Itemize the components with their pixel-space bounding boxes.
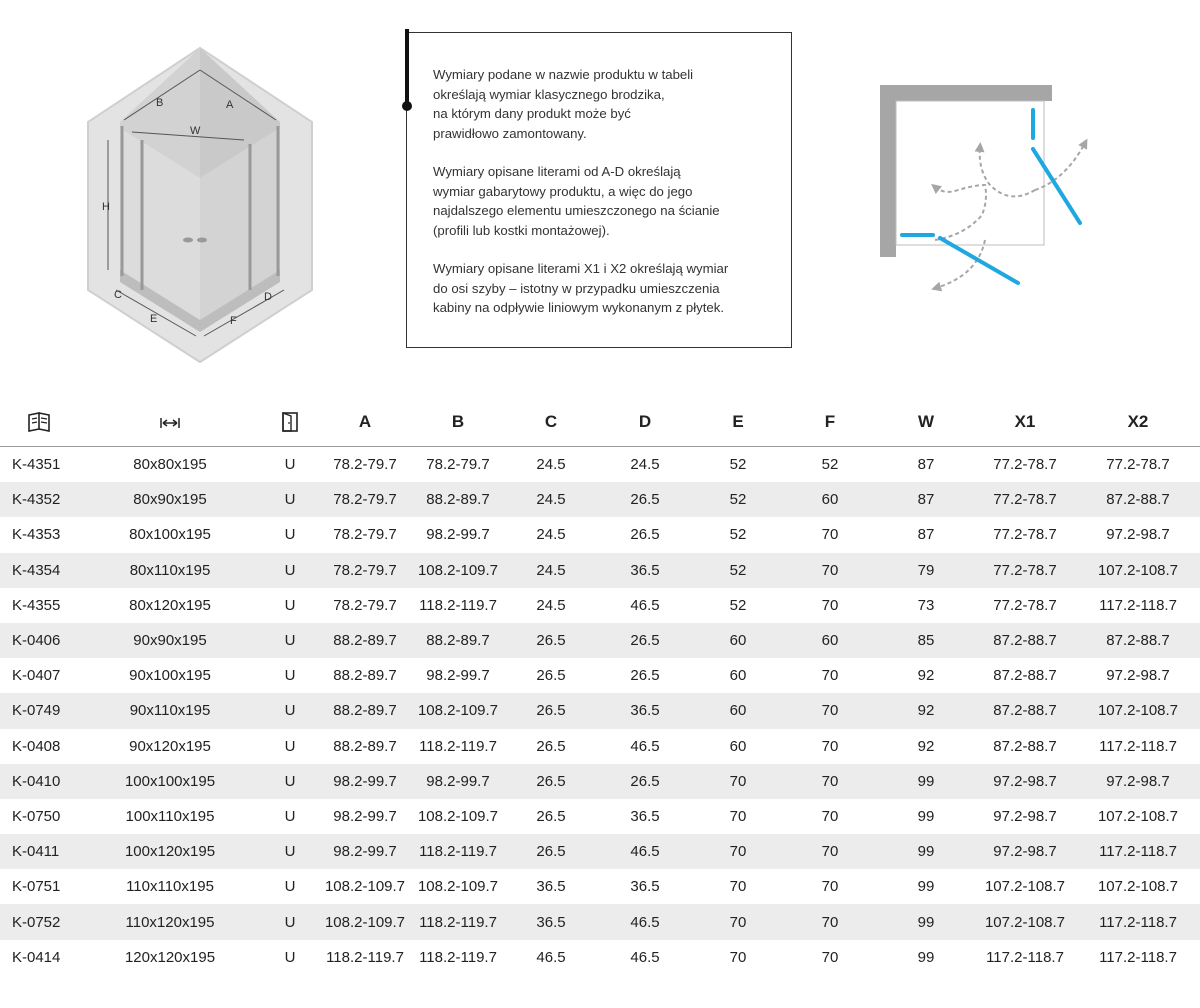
cell-X1: 87.2-88.7 [993,667,1057,685]
cell-W: 87 [917,526,935,544]
cell-size: 100x100x195 [80,764,260,799]
cell-X1: 77.2-78.7 [993,526,1057,544]
cell-W: 99 [917,807,935,825]
cell-size: 80x100x195 [129,526,211,544]
cell-E: 52 [729,596,747,614]
cell-door: U [284,526,296,544]
cell-E: 60 [694,623,782,658]
cell-door: U [260,553,320,588]
cell-door: U [284,456,296,474]
cell-door: U [284,878,296,896]
cell-X2: 77.2-78.7 [1106,456,1170,474]
cell-C: 46.5 [536,948,566,966]
cell-F: 60 [782,482,878,517]
table-row [0,658,1200,693]
cell-F: 70 [821,737,839,755]
cell-X2: 97.2-98.7 [1076,764,1200,799]
cell-code: K-4351 [12,456,61,474]
cell-W: 85 [878,623,974,658]
cell-C: 36.5 [536,878,566,896]
cell-door: U [260,623,320,658]
header-col-X1: X1 [974,398,1076,447]
cell-F: 70 [782,693,878,728]
label-E: E [150,313,158,325]
cell-D: 46.5 [596,904,694,939]
cell-X1: 87.2-88.7 [974,693,1076,728]
cell-C: 24.5 [506,553,596,588]
table-row [0,693,1200,728]
cell-X1: 77.2-78.7 [974,553,1076,588]
cell-C: 24.5 [506,482,596,517]
header-col-D: D [596,398,694,447]
cell-A: 88.2-89.7 [320,623,410,658]
cell-B: 88.2-89.7 [410,623,506,658]
cell-C: 24.5 [536,526,566,544]
table-row [0,588,1200,623]
cell-X2: 107.2-108.7 [1097,878,1179,896]
cell-size: 80x90x195 [80,482,260,517]
cell-size: 110x110x195 [126,878,214,896]
cell-B: 98.2-99.7 [410,764,506,799]
cell-F: 52 [821,456,839,474]
cell-W: 99 [878,764,974,799]
cell-code: K-0751 [12,878,61,896]
cell-code: K-0410 [0,764,80,799]
cell-size: 80x110x195 [80,553,260,588]
cell-E: 70 [694,904,782,939]
label-B: B [156,97,164,109]
header-col-F: F [782,398,878,447]
shower-isometric-diagram [80,40,320,370]
cell-size: 120x120x195 [124,948,216,966]
cell-W: 92 [917,737,935,755]
note-marker-bar [405,29,409,103]
cell-X1: 77.2-78.7 [993,596,1057,614]
header-col-E: E [694,398,782,447]
cell-A: 78.2-79.7 [333,456,397,474]
cell-A: 98.2-99.7 [333,807,397,825]
cell-door: U [260,482,320,517]
cell-D: 46.5 [596,834,694,869]
table-row [0,834,1200,869]
label-F: F [230,315,237,327]
cell-E: 60 [729,737,747,755]
cell-E: 70 [729,807,747,825]
cell-door: U [284,667,296,685]
cell-C: 26.5 [536,807,566,825]
header-col-W: W [878,398,974,447]
cell-A: 78.2-79.7 [320,482,410,517]
cell-W: 73 [917,596,935,614]
cell-door: U [284,596,296,614]
cell-E: 52 [729,456,747,474]
cell-E: 52 [694,553,782,588]
label-A: A [226,99,234,111]
cell-D: 46.5 [630,737,660,755]
label-D: D [264,291,272,303]
header-col-B: B [410,398,506,447]
cell-size: 110x120x195 [80,904,260,939]
cell-B: 78.2-79.7 [426,456,490,474]
cell-W: 99 [878,904,974,939]
cell-X2: 117.2-118.7 [1099,596,1177,614]
cell-code: K-0406 [0,623,80,658]
cell-A: 88.2-89.7 [320,693,410,728]
table-row [0,940,1200,975]
cell-B: 108.2-109.7 [417,878,499,896]
width-arrows-icon [159,416,181,430]
cell-A: 78.2-79.7 [333,596,397,614]
cell-A: 108.2-109.7 [320,904,410,939]
cell-D: 26.5 [596,623,694,658]
cell-door: U [284,737,296,755]
cell-door: U [260,764,320,799]
cell-D: 26.5 [596,482,694,517]
cell-X1: 97.2-98.7 [974,764,1076,799]
cell-A: 88.2-89.7 [333,737,397,755]
cell-door: U [284,807,296,825]
cell-X1: 87.2-88.7 [993,737,1057,755]
door-icon [281,411,299,433]
cell-B: 118.2-119.7 [419,596,497,614]
table-row [0,517,1200,552]
cell-F: 70 [821,948,839,966]
cell-X2: 117.2-118.7 [1076,834,1200,869]
cell-code: K-0414 [12,948,61,966]
cell-C: 26.5 [506,693,596,728]
table-header-row [0,398,1200,447]
table-row [0,869,1200,904]
cell-W: 99 [917,948,935,966]
cell-code: K-4354 [0,553,80,588]
cell-F: 70 [821,878,839,896]
cell-code: K-0407 [12,667,61,685]
label-W: W [190,125,201,137]
cell-E: 52 [729,526,747,544]
cell-W: 92 [878,693,974,728]
cell-B: 108.2-109.7 [410,553,506,588]
cell-D: 26.5 [596,764,694,799]
cell-code: K-4355 [12,596,61,614]
cell-size: 100x110x195 [125,807,215,825]
cell-E: 52 [694,482,782,517]
cell-C: 26.5 [506,834,596,869]
door-swing-plan-diagram [870,75,1100,305]
label-H: H [102,201,110,213]
header-col-X2: X2 [1076,398,1200,447]
cell-code: K-0750 [12,807,61,825]
cell-door: U [260,834,320,869]
note-x1-x2-dimensions: Wymiary opisane literami X1 i X2 określają wymiar do osi szyby – istotny w przypadku umieszczenia kabiny na odpływie liniowym wykonanym z płytek. [433,261,729,315]
cell-E: 60 [729,667,747,685]
table-row [0,553,1200,588]
cell-size: 80x80x195 [133,456,207,474]
header-code [0,398,80,447]
cell-size: 100x120x195 [80,834,260,869]
cell-code: K-0411 [0,834,80,869]
cell-B: 98.2-99.7 [426,667,490,685]
cell-code: K-4353 [12,526,61,544]
cell-B: 88.2-89.7 [410,482,506,517]
cell-B: 118.2-119.7 [419,737,497,755]
cell-code: K-0408 [12,737,61,755]
cell-X1: 87.2-88.7 [974,623,1076,658]
cell-B: 118.2-119.7 [410,904,506,939]
cell-W: 92 [917,667,935,685]
dimension-notes-box [406,32,792,348]
cell-code: K-0752 [0,904,80,939]
cell-X2: 117.2-118.7 [1099,737,1177,755]
cell-D: 36.5 [630,878,660,896]
cell-X2: 107.2-108.7 [1076,553,1200,588]
note-marker-dot [402,101,412,111]
cell-C: 24.5 [536,596,566,614]
table-row [0,799,1200,834]
cell-door: U [260,904,320,939]
table-row [0,623,1200,658]
cell-A: 88.2-89.7 [333,667,397,685]
cell-D: 36.5 [630,807,660,825]
cell-B: 108.2-109.7 [417,807,499,825]
cell-A: 118.2-119.7 [326,948,404,966]
cell-C: 26.5 [536,737,566,755]
cell-B: 108.2-109.7 [410,693,506,728]
cell-D: 24.5 [630,456,660,474]
catalog-icon [27,411,53,433]
cell-D: 26.5 [630,667,660,685]
cell-F: 70 [782,904,878,939]
table-row [0,764,1200,799]
cell-size: 90x120x195 [129,737,211,755]
cell-size: 90x90x195 [80,623,260,658]
cell-D: 36.5 [596,693,694,728]
cell-A: 108.2-109.7 [324,878,406,896]
cell-B: 118.2-119.7 [410,834,506,869]
cell-W: 99 [878,834,974,869]
cell-F: 70 [782,764,878,799]
cell-door: U [284,948,296,966]
cell-E: 70 [729,878,747,896]
cell-F: 70 [821,596,839,614]
cell-X1: 107.2-108.7 [984,878,1066,896]
dimensions-table [0,398,1200,975]
cell-B: 98.2-99.7 [426,526,490,544]
cell-X2: 107.2-108.7 [1076,693,1200,728]
cell-F: 70 [782,553,878,588]
cell-X1: 97.2-98.7 [993,807,1057,825]
cell-size: 90x110x195 [80,693,260,728]
note-product-name: Wymiary podane w nazwie produktu w tabeli określają wymiar klasycznego brodzika, na którym dany produkt może być prawidłowo zamontowany. [433,67,694,141]
cell-F: 70 [821,667,839,685]
cell-X2: 97.2-98.7 [1106,667,1170,685]
table-row [0,729,1200,764]
cell-A: 78.2-79.7 [333,526,397,544]
cell-door: U [260,693,320,728]
cell-code: K-0749 [0,693,80,728]
cell-X2: 97.2-98.7 [1106,526,1170,544]
cell-E: 70 [694,764,782,799]
cell-X2: 87.2-88.7 [1076,482,1200,517]
cell-X1: 117.2-118.7 [986,948,1064,966]
cell-A: 98.2-99.7 [320,764,410,799]
cell-A: 78.2-79.7 [320,553,410,588]
cell-E: 60 [694,693,782,728]
note-a-d-dimensions: Wymiary opisane literami od A-D określają wymiar gabarytowy produktu, a więc do jego najdalszego elementu umieszczonego na ścianie (profili lub kostki montażowej). [433,164,720,238]
cell-C: 26.5 [506,623,596,658]
cell-W: 99 [917,878,935,896]
cell-X2: 117.2-118.7 [1076,904,1200,939]
header-door [260,398,320,447]
label-C: C [114,289,122,301]
cell-size: 90x100x195 [129,667,211,685]
cell-X2: 107.2-108.7 [1097,807,1179,825]
cell-D: 46.5 [630,948,660,966]
cell-W: 79 [878,553,974,588]
cell-F: 70 [782,834,878,869]
cell-C: 26.5 [536,667,566,685]
cell-A: 98.2-99.7 [320,834,410,869]
header-size [80,398,260,447]
cell-code: K-4352 [0,482,80,517]
cell-F: 70 [821,526,839,544]
cell-X1: 77.2-78.7 [974,482,1076,517]
cell-X1: 107.2-108.7 [974,904,1076,939]
cell-D: 26.5 [630,526,660,544]
cell-D: 36.5 [596,553,694,588]
cell-X2: 117.2-118.7 [1099,948,1177,966]
cell-C: 24.5 [536,456,566,474]
cell-F: 70 [821,807,839,825]
cell-W: 87 [878,482,974,517]
cell-X1: 77.2-78.7 [993,456,1057,474]
cell-E: 70 [729,948,747,966]
cell-F: 60 [782,623,878,658]
cell-E: 70 [694,834,782,869]
cell-D: 46.5 [630,596,660,614]
cell-X2: 87.2-88.7 [1076,623,1200,658]
cell-size: 80x120x195 [129,596,211,614]
cell-B: 118.2-119.7 [419,948,497,966]
table-row [0,904,1200,939]
cell-X1: 97.2-98.7 [974,834,1076,869]
table-row [0,482,1200,517]
header-col-A: A [320,398,410,447]
cell-C: 26.5 [506,764,596,799]
header-col-C: C [506,398,596,447]
table-row [0,447,1200,483]
cell-C: 36.5 [506,904,596,939]
cell-W: 87 [917,456,935,474]
